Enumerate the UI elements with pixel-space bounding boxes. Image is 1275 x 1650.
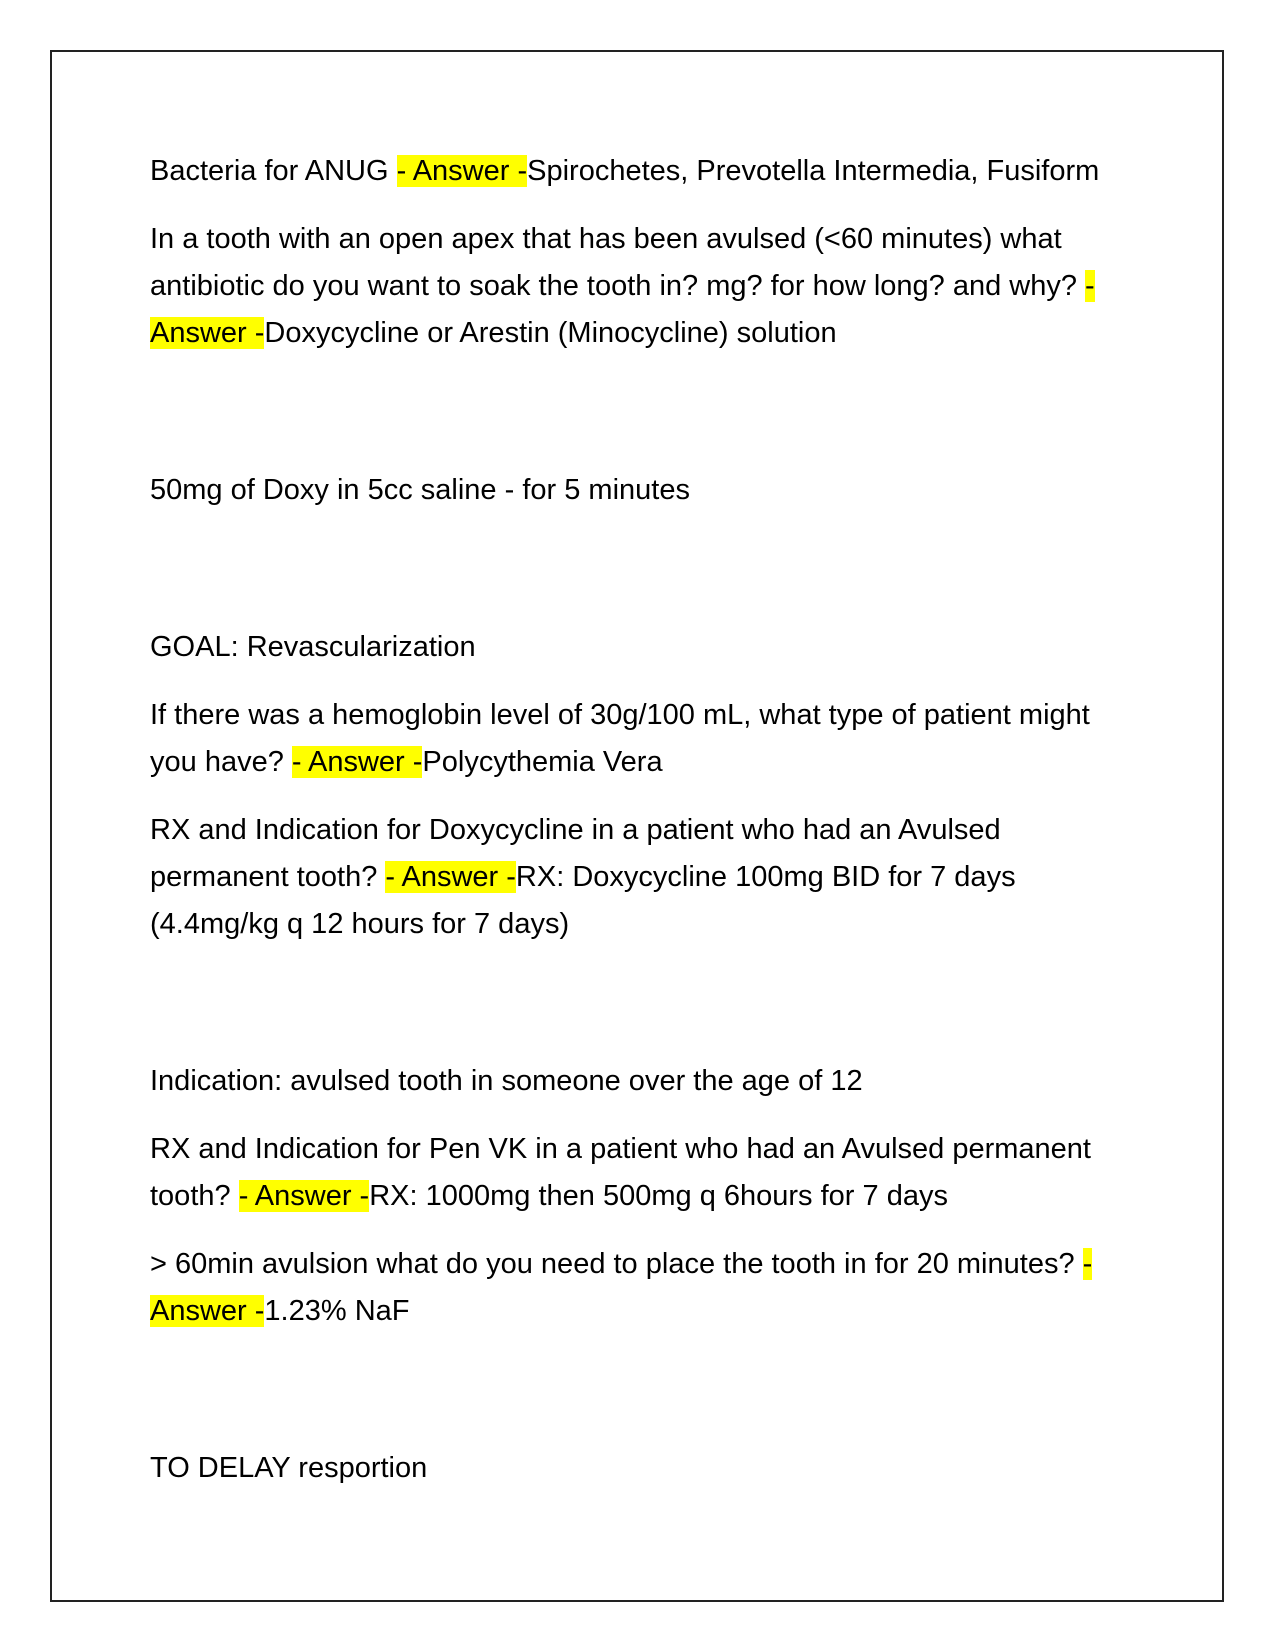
question-text: In a tooth with an open apex that has been avulsed (<60 minutes) what antibiotic do you want to soak the tooth in? mg? for how long? and why? [150,223,1086,302]
answer-highlight: - Answer - [385,861,516,893]
indication-line: Indication: avulsed tooth in someone over the age of 12 [150,1065,863,1097]
qa-anug-bacteria [150,148,1135,195]
answer-text: Polycythemia Vera [422,746,663,778]
answer-text: RX: 1000mg then 500mg q 6hours for 7 days [369,1180,948,1212]
answer-highlight: - Answer - [150,270,1095,349]
answer-highlight: - Answer - [238,1180,370,1212]
qa-doxycycline-rx [150,807,1135,948]
qa-pen-vk-rx [150,1126,1135,1220]
question-text: Bacteria for ANUG [150,155,397,187]
answer-highlight: - Answer - [150,1248,1093,1327]
question-text: > 60min avulsion what do you need to place the tooth in for 20 minutes? [150,1248,1083,1280]
spacer [150,1356,1135,1445]
spacer [150,969,1135,1058]
doxy-dose-line: 50mg of Doxy in 5cc saline - for 5 minutes [150,474,690,506]
qa-avulsed-open-apex [150,216,1135,357]
question-text: RX and Indication for Doxycycline in a patient who had an Avulsed permanent tooth? [150,814,1001,893]
spacer [150,535,1135,624]
spacer [150,378,1135,467]
answer-text: RX: Doxycycline 100mg BID for 7 days (4.4mg/kg q 12 hours for 7 days) [150,861,1016,940]
answer-text: Doxycycline or Arestin (Minocycline) solution [264,317,837,349]
qa-hemoglobin [150,692,1135,786]
delay-line: TO DELAY resportion [150,1452,428,1484]
answer-highlight: - Answer - [291,746,423,778]
answer-text: 1.23% NaF [264,1295,410,1327]
answer-highlight: - Answer - [396,155,528,187]
answer-text: Spirochetes, Prevotella Intermedia, Fusiform [527,155,1100,187]
question-text: If there was a hemoglobin level of 30g/100 mL, what type of patient might you have? [150,699,1090,778]
document-body [150,148,1135,1513]
goal-line: GOAL: Revascularization [150,631,476,663]
qa-avulsion-over-60min [150,1241,1135,1335]
question-text: RX and Indication for Pen VK in a patient who had an Avulsed permanent tooth? [150,1133,1091,1212]
